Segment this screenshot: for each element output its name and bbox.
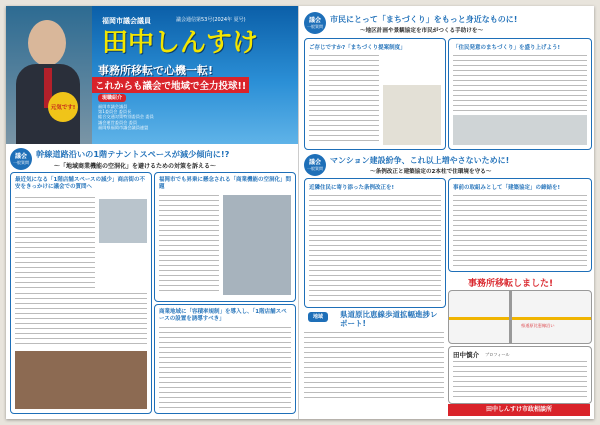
council-photo-2 [15, 351, 147, 409]
hero-photo [6, 6, 92, 144]
s4-tag: 地域 [308, 312, 328, 322]
s3-title: マンション建設紛争、これ以上増やさないために! [330, 156, 510, 165]
council-photo-1 [99, 199, 147, 243]
s3-q2: 事前の取組みとして「建築協定」の締結を! [453, 185, 561, 191]
s4-title: 県道原比恵線歩道拡幅進捗レポート! [340, 310, 438, 328]
s1-box-1 [304, 38, 446, 150]
office-title: 事務所移転しました! [468, 279, 554, 289]
proposal-doc-image [383, 85, 441, 145]
section-tag-1: 議会 一般質問 [304, 12, 326, 34]
slogan-1: 事務所移転で心機一転! [98, 64, 214, 77]
s2-body-3 [159, 195, 219, 295]
map-note: 県道原比恵線沿い [521, 323, 555, 328]
profile-body [453, 361, 587, 399]
hero-banner [6, 6, 298, 144]
cheer-badge: 元気です! [48, 92, 78, 122]
council-label: 福岡市議会議員 [102, 17, 151, 25]
s1-box-2 [448, 38, 592, 150]
s3-body-2 [453, 195, 587, 267]
s2-box-3 [154, 304, 296, 414]
office-map [448, 290, 592, 344]
s1-q2: 「住民発意のまちづくり」を盛り上げよう! [453, 45, 560, 51]
s2-subtitle: 〜「地域商業機能の空洞化」を避けるための対策を訴える〜 [54, 163, 217, 170]
s2-body-1 [15, 197, 95, 289]
left-page [6, 6, 299, 419]
profile-name: 田中慎介 [453, 351, 479, 359]
footer-bar: 田中しんすけ市政相談所 [448, 404, 590, 416]
newsletter-sheet [6, 6, 594, 419]
profile-box [448, 346, 592, 404]
posts-list: 福岡市議会議員 第1委員会 委員長 総合交通対策特別委員会 委員 議会運営委員会 委員 福岡県福岡市議会議員連盟 [98, 104, 154, 130]
s1-q1: ご存じですか?「まちづくり提案制度」 [309, 45, 406, 51]
street-photo [223, 195, 291, 295]
s3-box-1 [304, 178, 446, 308]
section-tag-3: 議会 一般質問 [304, 154, 326, 176]
s1-body-1 [309, 55, 379, 145]
town-photo [453, 115, 587, 145]
s1-title: 市民にとって「まちづくり」をもっと身近なものに! [330, 15, 518, 24]
s2-body-2 [15, 293, 147, 347]
s3-subtitle: 〜条例改正と建築協定の2本柱で住環境を守る〜 [370, 169, 492, 175]
s2-q3: 商業地域に「容積率規制」を導入し、「1階店舗スペースの設置を誘導すべき」 [159, 309, 287, 322]
profile-label: プロフィール [485, 352, 510, 357]
s2-q2: 福岡市でも昇乗に懸念される「商業機能の空洞化」問題 [159, 177, 292, 190]
s1-subtitle: 〜地区計画や景観協定を市民がつくる手助けを〜 [360, 28, 484, 34]
current-post-pill: 現職紹介 [98, 94, 126, 102]
s2-box-1 [10, 172, 152, 414]
issue-label: 議会通信第53号(2024年 夏号) [176, 17, 246, 23]
s2-body-4 [159, 327, 291, 409]
s3-q1: 近隣住民に寄り添った条例改正を! [309, 185, 395, 191]
s2-q1: 最近気になる「1階店舗スペースの減少」商店街の不安をきっかけに議会での質問へ [15, 177, 146, 190]
s4-body [304, 332, 444, 402]
s3-box-2 [448, 178, 592, 272]
s1-body-2 [453, 55, 587, 111]
right-page [300, 6, 594, 419]
s2-box-2 [154, 172, 296, 302]
section-tag-2: 議会 一般質問 [10, 148, 32, 170]
slogan-2: これからも議会で地域で全力投球!! [92, 77, 249, 93]
candidate-name: 田中しんすけ [102, 28, 259, 58]
s2-title: 幹線道路沿いの1階テナントスペースが減少傾向に!? [36, 149, 230, 159]
s3-body-1 [309, 195, 441, 303]
